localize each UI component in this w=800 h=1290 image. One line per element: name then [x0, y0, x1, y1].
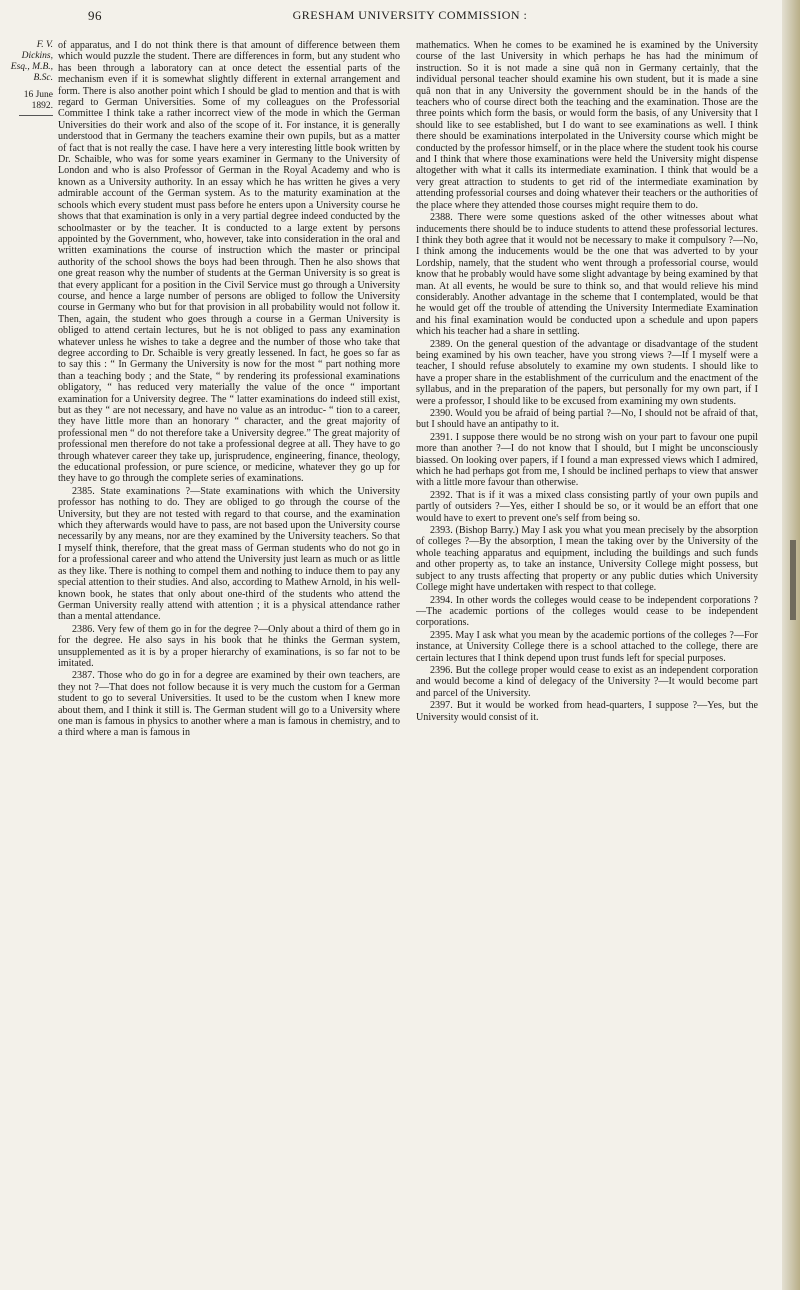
left-column [58, 40, 400, 1280]
margin-rule [19, 115, 53, 116]
witness-name: F. V. Dickins, Esq., M.B., B.Sc. [10, 40, 53, 83]
paragraph: 2391. I suppose there would be no strong wish on your part to favour one pupil more than another ?—I do not know that I should, but I might be unconsciously biassed. On looking over papers, if I found a man expressed views which I admired, which he had perhaps got from me, I should be inclined perhaps to view that answer with a little more favour than otherwise. [416, 431, 758, 489]
page-edge [782, 0, 800, 1290]
paragraph: 2387. Those who do go in for a degree are examined by their own teachers, are they not ?—That does not follow because it is very much the custom for a German student to go to several Universities. It used to be the custom when I knew more about them, and I think it still is. The German student will go to a University where one man is famous in physics to another where a man is famous in chemistry, and to a third where a man is famous in [58, 670, 400, 739]
running-head: GRESHAM UNIVERSITY COMMISSION : [292, 8, 528, 22]
page-header [40, 6, 780, 24]
paragraph: mathematics. When he comes to be examined he is examined by the University course of the last University in which perhaps he has had the minimum of instruction. So it is not made a sine quâ non in Germany certainly, that the individual personal teacher should examine his own student, but it is made a sine quâ non that in any University the government should be in the hands of the teachers who of course direct both the teaching and the examination. Those are the three points which form the basis, or would form the basis, of any University that I should like to see established, but I do want to see examinations as well. I think there should be examinations interpolated in the University course which might be conducted by the professor himself, or in the place where the student took his course and I think that where those examinations were held the University might dispense altogether with what it calls its intermediate examination. I think that would be a very great attraction to students to get rid of the intermediate examination by attending professorial courses and doing whatever their teachers or the authorities of the place where they attended those courses might require them to do. [416, 40, 758, 211]
paragraph: 2388. There were some questions asked of the other witnesses about what inducements there should be to induce students to attend these professorial lectures. I think they both agree that it would not be necessary to make it compulsory ?—No, I think among the inducements would be the one that was adverted to by your Lordship, namely, that the student who went through a professorial course, would know that he probably would have some slight advantage by being examined by that man. At all events, he would be sure to think so, and that would relieve his mind considerably. Another advantage in the scheme that I contemplated, would be that he would get off the trouble of attending the University Intermediate Examination and his final examination would be conducted upon a schedule and upon papers which his teacher had a share in settling. [416, 212, 758, 338]
paragraph: 2385. State examinations ?—State examinations with which the University professor has nothing to do. They are obliged to go through the course of the University, but they are not tested with regard to that course, and the examination which they afterwards would have to pass, are not based upon the University course necessarily by any means, nor are they examined by the University teachers. So that I myself think, therefore, that the great mass of German students who do not go in for a professional career and who attend the University just learn as much or as little as they like. There is nothing to compel them and nothing to induce them to pay any special attention to their studies. And also, according to Mathew Arnold, in his well-known book, he states that only about one-third of the students who attend the German University really attend with attention ; it is a physical attendance rather than a mental attendance. [58, 485, 400, 623]
page-number: 96 [88, 8, 102, 23]
paragraph: 2395. May I ask what you mean by the academic portions of the colleges ?—For instance, at University College there is a school attached to the college, there are certain lectures that I think depend upon trust funds left for special purposes. [416, 629, 758, 664]
paragraph: of apparatus, and I do not think there is that amount of difference between them which would puzzle the student. There are differences in form, but any student who has been through a laboratory can at once detect the essential parts of the mechanism even if it is somewhat slightly different in external arrangement and form. There is also another point which I should be glad to mention and that is with regard to German Universities. Some of my colleagues on the Professorial Committee I think take a rather incorrect view of the mode in which the German Universities do their work and also of the scope of it. For instance, it is generally understood that in Germany the teachers examine their own pupils, but as a matter of fact that is not really the case. I have here a very interesting little book written by Dr. Schaible, who was for some years examiner in Germany to the University of London and who is also Professor of German in the Royal Academy and who is known as a University authority. In an essay which he has written he gives a very admirable account of the German system. As to the maturity examination at the schools which every student must pass before he enters upon a University course he shows that that examination is only in a very partial degree indeed conducted by the schoolmaster or by the teacher. It is conducted to a large extent by persons appointed by the Government, who, however, take into consideration in the oral and written examinations the course of instruction which the master or principal authority of the school shows the boys had been through. Then he also shows that one great reason why the number of students at the German University is so great is that every applicant for a position in the Civil Service must go through a University course, and hence a large number of persons are obliged to follow the University course in Germany who but for that provision in all probability would not follow it. Then, again, the student who goes through a course in a German University is obliged to attend certain lectures, but he is not obliged to pass any examination whatever unless he wishes to take a degree and the number of those who take that degree according to Dr. Schaible is very greatly lessened. In fact, he goes so far as to say this : “ In Germany the University is now for the most “ part nothing more than a teaching body ; and the State, “ by rendering its professional examinations obligatory, “ has reduced very materially the value of the once “ important examination for a University degree. The “ latter examinations do indeed still exist, but as they “ are not necessary, and have no value as an introduc- “ tion to a career, they have little more than an honorary “ character, and the great majority of professional men “ do not therefore take a University degree.” The great majority of professional men therefore do not take a professional degree at all. They have to go through whatever career they take up, jurisprudence, engineering, finance, theology, the educational profession, or pure science, or medicine, whatever they go up for they have to go through the complete series of examinations. [58, 40, 400, 485]
paragraph: 2389. On the general question of the advantage or disadvantage of the student being examined by his own teacher, have you strong views ?—If I myself were a teacher, I should refuse absolutely to examine my own students. I should like to have a proper share in the establishment of the curriculum and the enactment of the syllabus, and in the preparation of the papers, but personally for my own part, if I were a professor, I should like to be excused from examining my own students. [416, 338, 758, 407]
paragraph: 2392. That is if it was a mixed class consisting partly of your own pupils and partly of outsiders ?—Yes, either I should be so, or it would be an effort that one would have to exert to prevent one's self from being so. [416, 489, 758, 524]
hearing-date: 16 June 1892. [23, 90, 53, 111]
right-column [416, 40, 758, 1280]
paragraph: 2386. Very few of them go in for the degree ?—Only about a third of them go in for the degree. He also says in his book that he thinks the German system, unsupplemented as it is by a proper hierarchy of examinations, is so far not to be imitated. [58, 623, 400, 669]
binding-mark [790, 540, 796, 620]
paragraph: 2397. But it would be worked from head-quarters, I suppose ?—Yes, but the University would consist of it. [416, 700, 758, 723]
paragraph: 2390. Would you be afraid of being partial ?—No, I should not be afraid of that, but I should have an antipathy to it. [416, 408, 758, 431]
margin-note [3, 40, 53, 116]
paragraph: 2394. In other words the colleges would cease to be independent corporations ?—The academic portions of the colleges would cease to be independent corporations. [416, 594, 758, 629]
paragraph: 2396. But the college proper would cease to exist as an independent corporation and would become a kind of delegacy of the University ?—It would become part and parcel of the University. [416, 664, 758, 699]
paragraph: 2393. (Bishop Barry.) May I ask you what you mean precisely by the absorption of colleges ?—By the absorption, I mean the taking over by the University of the whole teaching apparatus and equipment, including the buildings and such funds and other property as, to take an instance, University College might possess, but subject to any trusts affecting that property or any public duties which University College might have undertaken with respect to that college. [416, 525, 758, 594]
